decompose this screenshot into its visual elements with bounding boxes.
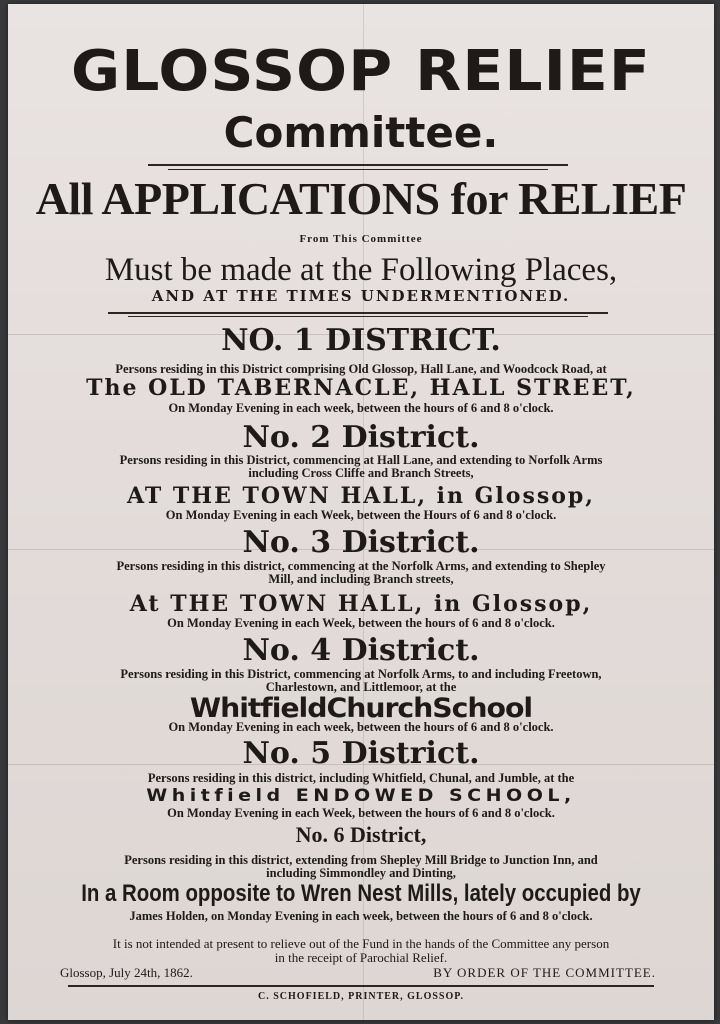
district-6-description: Persons residing in this district, extending from Shepley Mill Bridge to Junction Inn, and <box>124 853 598 867</box>
district-6-place: In a Room opposite to Wren Nest Mills, lately occupied by <box>81 880 641 907</box>
district-3-place: At THE TOWN HALL, in Glossop, <box>129 591 593 617</box>
district-1-description: Persons residing in this District comprising Old Glossop, Hall Lane, and Woodcock Road, at <box>115 362 607 376</box>
printer-credit: C. SCHOFIELD, PRINTER, GLOSSOP. <box>258 991 464 1002</box>
relief-poster <box>8 4 714 1020</box>
order-line: BY ORDER OF THE COMMITTEE. <box>433 965 656 980</box>
divider <box>148 164 568 166</box>
times-line: AND AT THE TIMES UNDERMENTIONED. <box>151 287 571 305</box>
district-4-time: On Monday Evening in each week, between the hours of 6 and 8 o'clock. <box>168 720 554 734</box>
district-2-place: AT THE TOWN HALL, in Glossop, <box>127 483 595 509</box>
divider <box>128 316 588 317</box>
headline: All APPLICATIONS for RELIEF <box>35 173 687 224</box>
district-2-description-cont: including Cross Cliffe and Branch Streets, <box>248 466 474 480</box>
date-line: Glossop, July 24th, 1862. <box>60 965 193 980</box>
divider <box>108 312 608 314</box>
district-4-description-cont: Charlestown, and Littlemoor, at the <box>265 680 457 694</box>
district-2-time: On Monday Evening in each Week, between the Hours of 6 and 8 o'clock. <box>165 508 557 522</box>
district-3-time: On Monday Evening in each Week, between the hours of 6 and 8 o'clock. <box>167 616 555 630</box>
district-5-description: Persons residing in this district, including Whitfield, Chunal, and Jumble, at the <box>147 771 575 785</box>
district-5-place: Whitfield ENDOWED SCHOOL, <box>146 786 576 806</box>
from-line: From This Committee <box>299 233 423 245</box>
district-5-time: On Monday Evening in each Week, between the hours of 6 and 8 o'clock. <box>167 806 555 820</box>
district-3-heading: No. 3 District. <box>242 525 480 560</box>
district-1-place: The OLD TABERNACLE, HALL STREET, <box>86 375 636 401</box>
district-2-heading: No. 2 District. <box>242 420 480 455</box>
district-3-description-cont: Mill, and including Branch streets, <box>268 572 454 586</box>
district-5-heading: No. 5 District. <box>242 736 480 771</box>
district-6-time: James Holden, on Monday Evening in each week, between the hours of 6 and 8 o'clock. <box>129 909 593 923</box>
district-1-time: On Monday Evening in each week, between the hours of 6 and 8 o'clock. <box>168 401 554 415</box>
district-2-description: Persons residing in this District, commencing at Hall Lane, and extending to Norfolk Arms <box>119 453 603 467</box>
district-4-place: WhitfieldChurchSchool <box>189 693 533 724</box>
notice-line-2: in the receipt of Parochial Relief. <box>274 950 448 965</box>
district-4-heading: No. 4 District. <box>242 633 480 668</box>
district-6-heading: No. 6 District, <box>295 822 427 847</box>
must-line: Must be made at the Following Places, <box>104 252 618 288</box>
district-3-description: Persons residing in this district, commencing at the Norfolk Arms, and extending to Shepley <box>116 559 606 573</box>
divider <box>168 169 548 170</box>
district-6-description-cont: including Simmondley and Dinting, <box>266 866 456 880</box>
district-1-heading: NO. 1 DISTRICT. <box>221 323 501 358</box>
notice-line-1: It is not intended at present to relieve out of the Fund in the hands of the Committee any person <box>112 936 610 951</box>
poster-subtitle: Committee. <box>223 108 499 157</box>
divider <box>68 985 654 987</box>
district-4-description: Persons residing in this District, commencing at Norfolk Arms, to and including Freetown, <box>120 667 602 681</box>
poster-title: GLOSSOP RELIEF <box>71 39 651 104</box>
